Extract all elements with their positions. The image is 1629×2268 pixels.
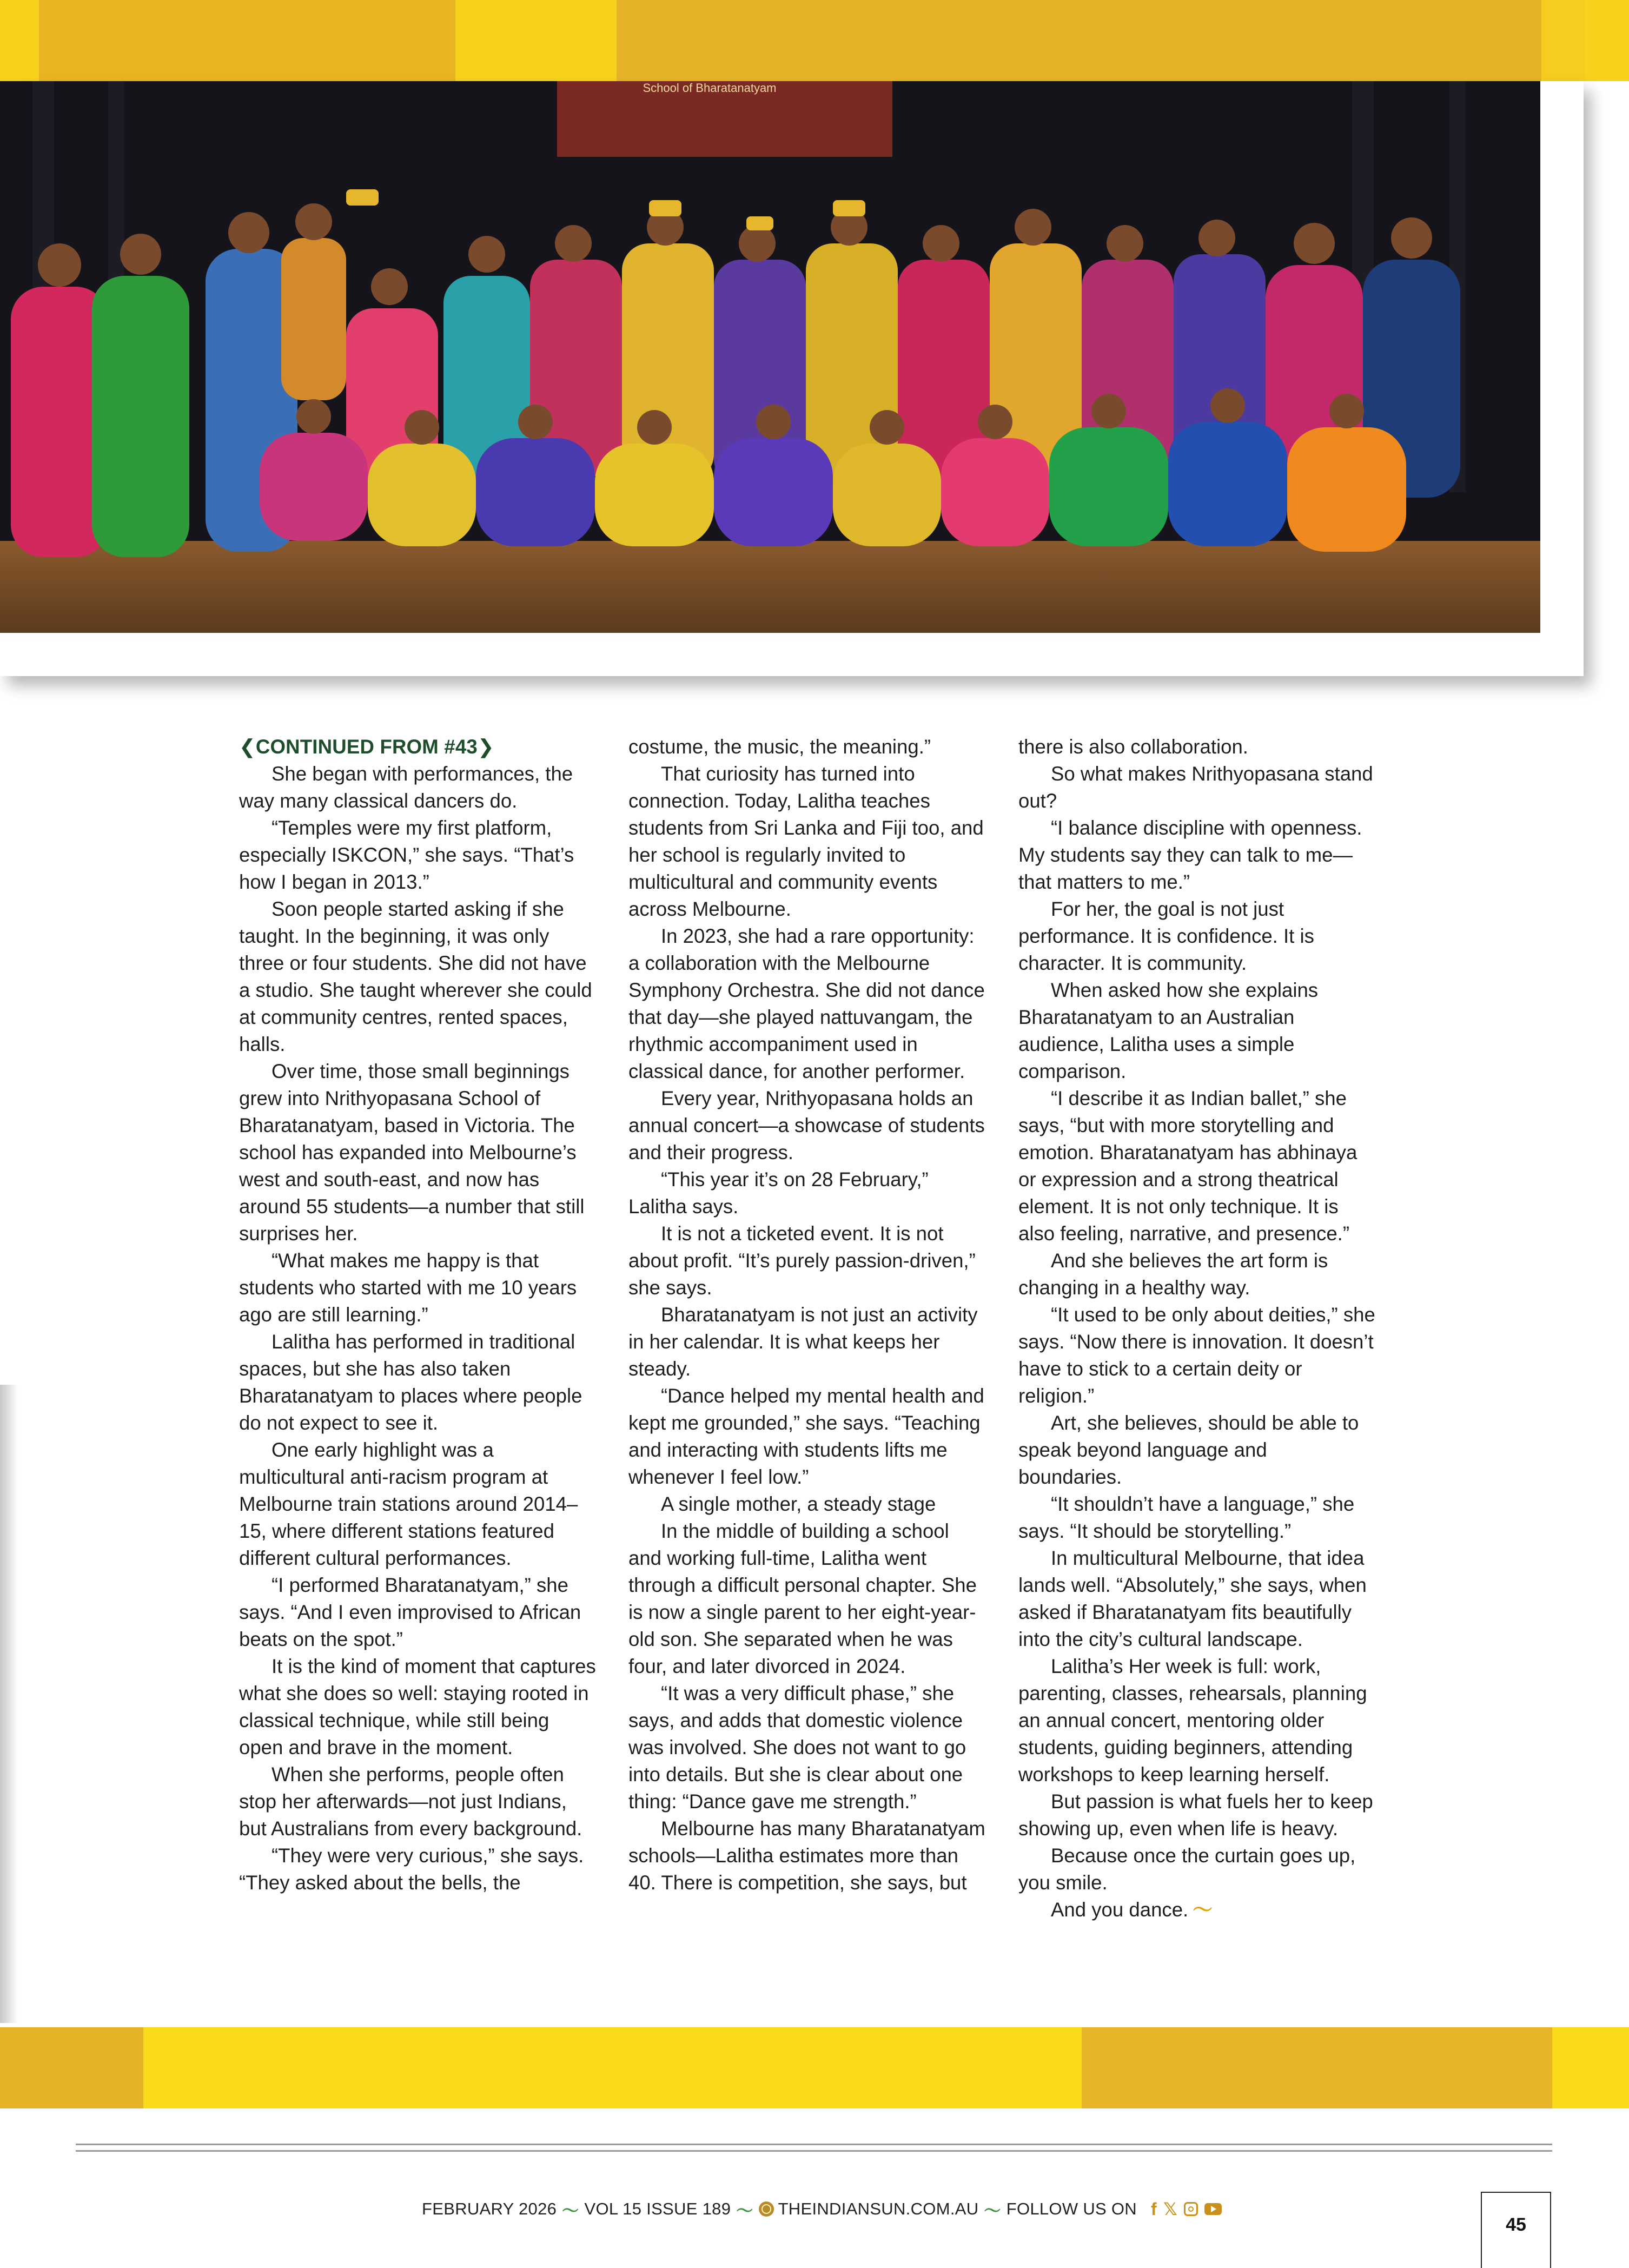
paragraph: “Temples were my first platform, especially ISKCON,” she says. “That’s how I began in 2013.”: [239, 817, 574, 893]
instagram-icon[interactable]: [1184, 2202, 1198, 2216]
banner-text: School of Bharatanatyam: [643, 81, 777, 95]
paragraph: Art, she believes, should be able to speak beyond language and boundaries.: [1018, 1412, 1359, 1488]
paragraph: Lalitha has performed in traditional spaces, but she has also taken Bharatanatyam to places where people do not expect to see it.: [239, 1331, 582, 1434]
subheading: A single mother, a steady stage: [661, 1493, 936, 1515]
continued-from-label: ❮CONTINUED FROM #43❯: [239, 736, 494, 758]
paragraph: Melbourne has many Bharatanatyam schools—Lalitha estimates more than 40. There is competition, she says, but: [628, 1817, 985, 1894]
paragraph: When she performs, people often stop her afterwards—not just Indians, but Australians from every background.: [239, 1763, 582, 1840]
paragraph: there is also collaboration.: [1018, 736, 1248, 758]
paragraph: “I describe it as Indian ballet,” she says, “but with more storytelling and emotion. Bharatanatyam has abhinaya or expression and a strong theatrical element. It is not only technique. It is also feeling, narrative, and presence.”: [1018, 1087, 1358, 1245]
closing-paragraph: And you dance. 〜: [1051, 1899, 1213, 1921]
issue-number: VOL 15 ISSUE 189: [584, 2199, 731, 2218]
article-column-3: [1018, 733, 1375, 1923]
facebook-icon[interactable]: f: [1151, 2199, 1157, 2219]
paragraph: “It used to be only about deities,” she says. “Now there is innovation. It doesn’t have to stick to a certain deity or religion.”: [1018, 1304, 1375, 1407]
group-photo: [0, 81, 1540, 633]
footer-rule: [76, 2150, 1552, 2152]
separator-icon: 〜: [984, 2201, 1001, 2220]
bottom-color-band: [0, 2027, 1629, 2108]
social-links: [1144, 2199, 1222, 2219]
paragraph: In 2023, she had a rare opportunity: a collaboration with the Melbourne Symphony Orchestra. She did not dance that day—she played nattuvangam, the rhythmic accompaniment used in classical dance, for another performer.: [628, 925, 985, 1082]
paragraph: Lalitha’s Her week is full: work, parenting, classes, rehearsals, planning an annual concert, mentoring older students, guiding beginners, attending workshops to keep learning herself.: [1018, 1655, 1367, 1786]
x-icon[interactable]: 𝕏: [1163, 2199, 1178, 2219]
follow-label: FOLLOW US ON: [1006, 2199, 1137, 2218]
separator-icon: 〜: [736, 2201, 753, 2220]
top-color-band: [0, 0, 1629, 81]
paragraph: It is the kind of moment that captures what she does so well: staying rooted in classical technique, while still being open and brave in the moment.: [239, 1655, 596, 1758]
website-link[interactable]: THEINDIANSUN.COM.AU: [778, 2199, 979, 2218]
paragraph: It is not a ticketed event. It is not about profit. “It’s purely passion-driven,” she says.: [628, 1222, 976, 1299]
paragraph: But passion is what fuels her to keep showing up, even when life is heavy.: [1018, 1790, 1373, 1840]
paragraph: When asked how she explains Bharatanatyam to an Australian audience, Lalitha uses a simple comparison.: [1018, 979, 1319, 1082]
paragraph: She began with performances, the way many classical dancers do.: [239, 763, 573, 812]
paragraph: “This year it’s on 28 February,” Lalitha says.: [628, 1168, 929, 1218]
youtube-icon[interactable]: [1204, 2203, 1222, 2215]
paragraph: For her, the goal is not just performance. It is confidence. It is character. It is community.: [1018, 898, 1314, 974]
paragraph: Because once the curtain goes up, you smile.: [1018, 1844, 1356, 1894]
paragraph: Soon people started asking if she taught. In the beginning, it was only three or four students. She did not have a studio. She taught wherever she could at community centres, rented spaces, halls.: [239, 898, 592, 1055]
end-mark-icon: 〜: [1193, 1899, 1213, 1921]
paragraph: “Dance helped my mental health and kept me grounded,” she says. “Teaching and interacting with students lifts me whenever I feel low.”: [628, 1385, 984, 1488]
issue-date: FEBRUARY 2026: [422, 2199, 557, 2218]
paragraph: One early highlight was a multicultural anti-racism program at Melbourne train stations around 2014–15, where different stations featured different cultural performances.: [239, 1439, 578, 1569]
article-column-2: [628, 733, 985, 1896]
paragraph: “I balance discipline with openness. My students say they can talk to me—that matters to me.”: [1018, 817, 1362, 893]
paragraph: In multicultural Melbourne, that idea lands well. “Absolutely,” she says, when asked if Bharatanatyam fits beautifully into the city’s cultural landscape.: [1018, 1547, 1367, 1650]
paragraph: “It was a very difficult phase,” she says, and adds that domestic violence was involved. She does not want to go into details. But she is clear about one thing: “Dance gave me strength.”: [628, 1682, 966, 1813]
paragraph: In the middle of building a school and working full-time, Lalitha went through a difficult personal chapter. She is now a single parent to her eight-year-old son. She separated when he was four, and later divorced in 2024.: [628, 1520, 977, 1677]
footer-rule: [76, 2144, 1552, 2145]
paragraph: That curiosity has turned into connection. Today, Lalitha teaches students from Sri Lanka and Fiji too, and her school is regularly invited to multicultural and community events across Melbourne.: [628, 763, 984, 920]
paragraph: “They were very curious,” she says. “They asked about the bells, the: [239, 1844, 584, 1894]
paragraph: “It shouldn’t have a language,” she says. “It should be storytelling.”: [1018, 1493, 1355, 1542]
article-column-1: [239, 733, 596, 1896]
paragraph: And she believes the art form is changing in a healthy way.: [1018, 1249, 1328, 1299]
paragraph: Bharatanatyam is not just an activity in her calendar. It is what keeps her steady.: [628, 1304, 978, 1380]
group-photo-illustration: [0, 81, 1540, 633]
paragraph: So what makes Nrithyopasana stand out?: [1018, 763, 1373, 812]
paragraph: “What makes me happy is that students who started with me 10 years ago are still learning.”: [239, 1249, 577, 1326]
page-number: 45: [1481, 2192, 1551, 2268]
separator-icon: 〜: [562, 2201, 579, 2220]
paragraph: Over time, those small beginnings grew into Nrithyopasana School of Bharatanatyam, based in Victoria. The school has expanded into Melbourne’s west and south-east, and now has around 55 students—a number that still surprises her.: [239, 1060, 585, 1245]
paragraph: “I performed Bharatanatyam,” she says. “And I even improvised to African beats on the spot.”: [239, 1574, 581, 1650]
left-edge-shadow: [0, 1385, 18, 2023]
globe-icon: [759, 2201, 774, 2217]
paragraph: costume, the music, the meaning.”: [628, 736, 931, 758]
footer-line: [422, 2196, 1222, 2222]
paragraph: Every year, Nrithyopasana holds an annual concert—a showcase of students and their progress.: [628, 1087, 985, 1163]
